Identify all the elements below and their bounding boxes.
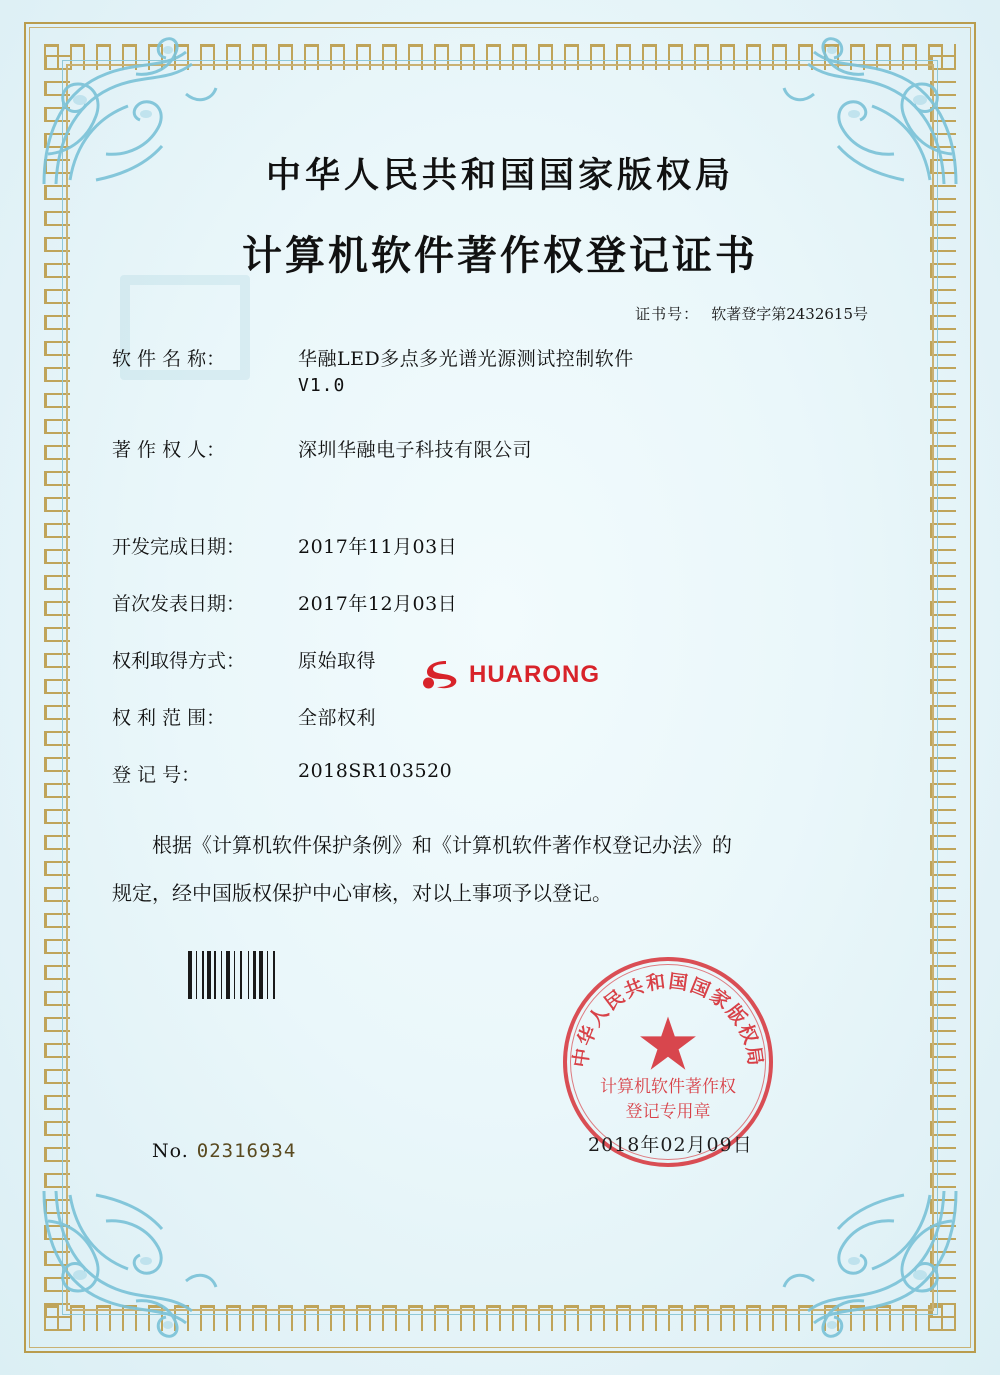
- field-label: 著 作 权 人：: [112, 439, 226, 461]
- barcode-bar: [214, 951, 216, 999]
- field-copyright-owner: [112, 435, 914, 462]
- field-value-version: V1.0: [298, 375, 346, 396]
- field-development-completion-date: [112, 532, 914, 559]
- spacer: [112, 492, 914, 532]
- legal-statement-line-1: 根据《计算机软件保护条例》和《计算机软件著作权登记办法》的: [152, 833, 732, 857]
- spacer: [112, 413, 914, 435]
- field-value: 深圳华融电子科技有限公司: [298, 439, 533, 461]
- field-value-text: 华融LED多点多光谱光源测试控制软件: [298, 348, 634, 370]
- field-value: 2018SR103520: [298, 760, 453, 782]
- barcode-bar: [188, 951, 192, 999]
- field-registration-number: [112, 760, 914, 787]
- certificate-number-value: 软著登字第2432615号: [711, 305, 868, 323]
- certificate-number: [86, 303, 914, 324]
- barcode-bar: [221, 951, 222, 999]
- corner-flourish-icon: [36, 1181, 226, 1341]
- field-value: [298, 344, 914, 396]
- seal-body-text: [563, 1075, 773, 1125]
- field-rights-scope: [112, 703, 914, 730]
- serial-label: No.: [152, 1140, 189, 1162]
- barcode-bar: [240, 951, 242, 999]
- barcode-bar: [267, 951, 268, 999]
- legal-statement: [86, 821, 914, 917]
- barcode-bar: [234, 951, 235, 999]
- huarong-logo-text: HUARONG: [469, 661, 600, 688]
- barcode-bar: [273, 951, 275, 999]
- seal-line-2: 登记专用章: [625, 1102, 711, 1122]
- barcode-bar: [226, 951, 230, 999]
- serial-value: 02316934: [196, 1140, 297, 1162]
- issue-date: 2018年02月09日: [588, 1134, 753, 1156]
- field-label: 登 记 号：: [112, 764, 201, 786]
- field-label: 权 利 范 围：: [112, 707, 226, 729]
- certificate-title: 计算机软件著作权登记证书: [242, 232, 758, 279]
- barcode-bar: [253, 951, 256, 999]
- legal-statement-line-2: 规定，经中国版权保护中心审核，对以上事项予以登记。: [112, 881, 612, 905]
- certificate-number-label: 证书号：: [635, 305, 700, 323]
- barcode-bar: [202, 951, 204, 999]
- field-value: 2017年11月03日: [298, 536, 458, 558]
- field-label: 开发完成日期：: [112, 536, 246, 558]
- certificate-content: [86, 120, 914, 917]
- field-label: 软 件 名 称：: [112, 348, 226, 370]
- corner-flourish-icon: [774, 1181, 964, 1341]
- barcode-bar: [259, 951, 263, 999]
- field-list: [86, 344, 914, 787]
- field-value: 2017年12月03日: [298, 593, 458, 615]
- field-first-publication-date: [112, 589, 914, 616]
- barcode: [188, 951, 310, 999]
- huarong-mark-icon: [420, 658, 460, 692]
- star-icon: [637, 1014, 699, 1076]
- issuer-title: 中华人民共和国国家版权局: [265, 155, 734, 196]
- seal-line-1: 计算机软件著作权: [600, 1077, 736, 1097]
- barcode-bar: [196, 951, 197, 999]
- field-value: 全部权利: [298, 707, 377, 729]
- field-software-name: [112, 344, 914, 396]
- svg-text:中华人民共和国国家版权局: 中华人民共和国国家版权局: [569, 970, 767, 1069]
- barcode-bar: [207, 951, 211, 999]
- field-label: 权利取得方式：: [112, 650, 246, 672]
- serial-number: [152, 1140, 296, 1162]
- field-value: 原始取得: [298, 650, 377, 672]
- huarong-logo: [420, 658, 600, 692]
- field-label: 首次发表日期：: [112, 593, 246, 615]
- barcode-bar: [248, 951, 249, 999]
